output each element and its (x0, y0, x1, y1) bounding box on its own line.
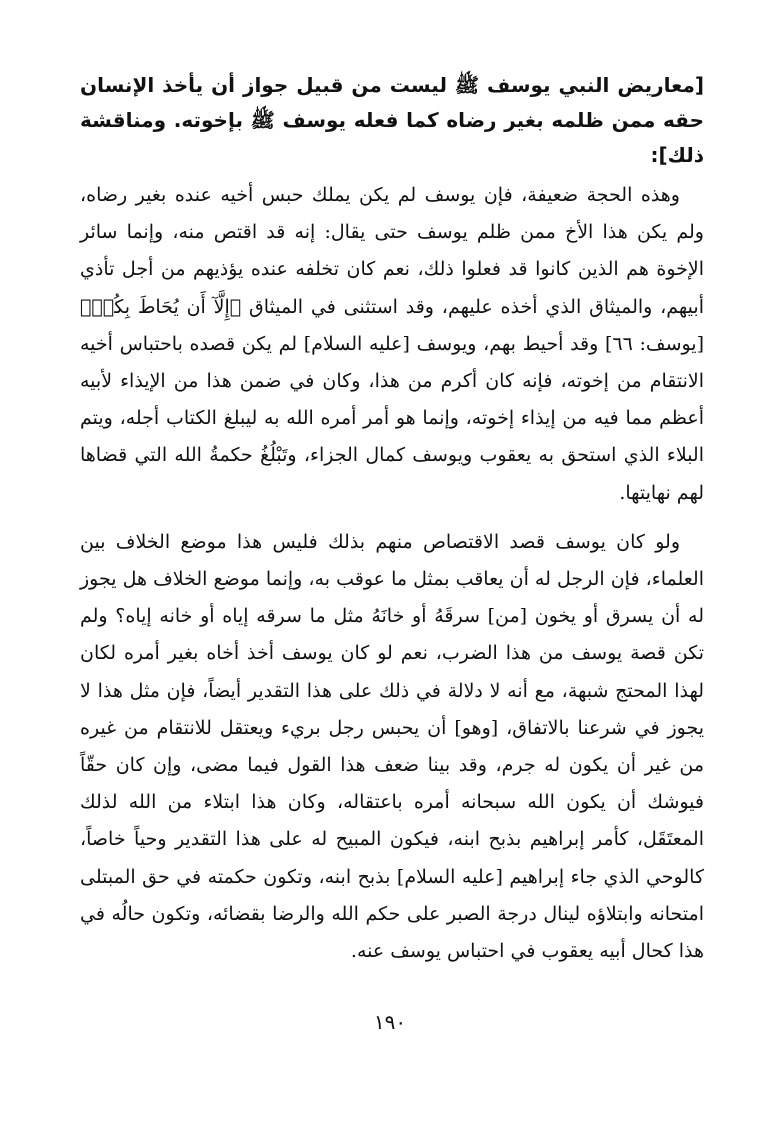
page-body (80, 68, 704, 970)
paragraph-1: وهذه الحجة ضعيفة، فإن يوسف لم يكن يملك حبس أخيه عنده بغير رضاه، ولم يكن هذا الأخ ممن ظلم يوسف حتى يقال: إنه قد اقتص منه، وإنما سائر الإخوة هم الذين كانوا قد فعلوا ذلك، نعم كان تخلفه عنده يؤذيهم من أجل تأذي أبيهم، والميثاق الذي أخذه عليهم، وقد استثنى في الميثاق ﴿إِلَّآ أَن يُحَاطَ بِكُمۡ﴾ [يوسف: ٦٦] وقد أحيط بهم، ويوسف [عليه السلام] لم يكن قصده باحتباس أخيه الانتقام من إخوته، فإنه كان أكرم من هذا، وكان في ضمن هذا من الإيذاء لأبيه أعظم مما فيه من إيذاء إخوته، وإنما هو أمر أمره الله به ليبلغ الكتاب أجله، ويتم البلاء الذي استحق به يعقوب ويوسف كمال الجزاء، وتَبْلُغُ حكمةُ الله التي قضاها لهم نهايتها. (80, 184, 705, 504)
page-number: ١٩٠ (373, 1010, 407, 1034)
section-heading: [معاريض النبي يوسف ﷺ ليست من قبيل جواز أن يأخذ الإنسان حقه ممن ظلمه بغير رضاه كما فعله يوسف ﷺ بإخوته. ومناقشة ذلك]: (80, 73, 704, 167)
paragraph-2: ولو كان يوسف قصد الاقتصاص منهم بذلك فليس هذا موضع الخلاف بين العلماء، فإن الرجل له أن يعاقب بمثل ما عوقب به، وإنما موضع الخلاف هل يجوز له أن يسرق أو يخون [من] سرقَهُ أو خانَهُ مثل ما سرقه إياه أو خانه إياه؟ ولم تكن قصة يوسف من هذا الضرب، نعم لو كان يوسف أخذ أخاه بغير أمره لكان لهذا المحتج شبهة، مع أنه لا دلالة في ذلك على هذا التقدير أيضاً، فإن مثل هذا لا يجوز في شرعنا بالاتفاق، [وهو] أن يحبس رجل بريء ويعتقل للانتقام من غيره من غير أن يكون له جرم، وقد بينا ضعف هذا القول فيما مضى، وإن كان حقّاً فيوشك أن يكون الله سبحانه أمره باعتقاله، وكان هذا ابتلاء من الله لذلك المعتَقَل، كأمر إبراهيم بذبح ابنه، فيكون المبيح له على هذا التقدير وحياً خاصاً، كالوحي الذي جاء إبراهيم [عليه السلام] بذبح ابنه، وتكون حكمته في حق المبتلى امتحانه وابتلاؤه لينال درجة الصبر على حكم الله والرضا بقضائه، وتكون حالُه في هذا كحال أبيه يعقوب في احتباس يوسف عنه. (80, 530, 704, 963)
